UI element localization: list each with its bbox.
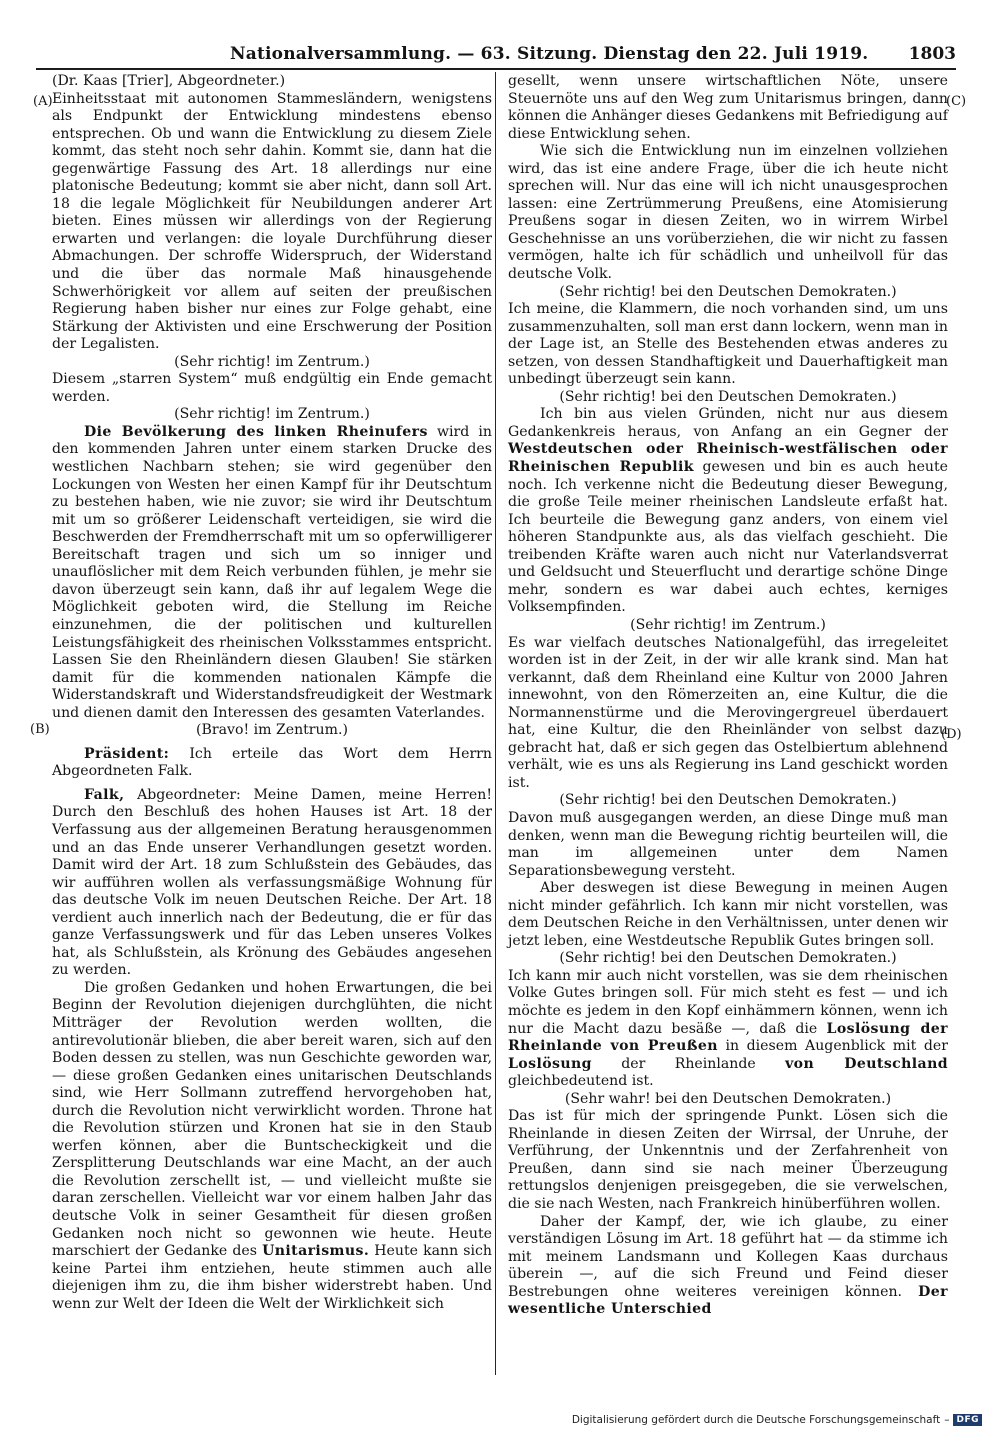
margin-mark-c: (C) xyxy=(946,94,967,109)
paragraph: Ich bin aus vielen Gründen, nicht nur aus diesem Gedankenkreis heraus, von Anfang an ein Gegner der Westdeutschen oder Rheinisch-westfälischen oder Rheinischen Republik gewesen und bin es auch heute noch. Ich verkenne nicht die Bedeutung dieser Bewegung, die große Teile meiner rheinischen Landsleute erfaßt hat. Ich beurteile die Bewegung ganz anders, von einem viel höheren Standpunkte aus, als das vielfach geschieht. Die treibenden Kräfte waren auch nicht nur Vaterlandsverrat und Geldsucht und Steuerflucht und derartige schöne Dinge mehr, sondern es war dabei auch echtes, kerniges Volksempfinden. xyxy=(508,406,948,616)
interjection: (Sehr richtig! bei den Deutschen Demokraten.) xyxy=(559,388,897,405)
digitization-credit: Digitalisierung gefördert durch die Deutsche Forschungsgemeinschaft – DFG xyxy=(572,1414,982,1426)
emphasis: Die Bevölkerung des linken Rheinufers xyxy=(84,423,428,440)
paragraph: Die großen Gedanken und hohen Erwartungen, die bei Beginn der Revolution diejenigen durchglühten, die nicht Mitträger der Revolution werden wollten, die antirevolutionär blieben, die aber bereit waren, sich auf den Boden dessen zu stellen, was nun Geschichte geworden war, — diese großen Gedanken eines unitarischen Deutschlands sind, wie Herr Sollmann zutreffend hervorgehoben hat, durch die Revolution nicht verwirklicht worden. Throne hat die Revolution stürzen und Kronen hat sie in den Staub werfen können, aber die Buntscheckigkeit und die Zersplitterung Deutschlands war eine Macht, an der auch die Revolution zerschellt ist, — und vielleicht mußte sie daran zerschellen. Vielleicht war vor einem halben Jahr das deutsche Volk in seiner Gesamtheit für diesen großen Gedanken noch nicht so gewonnen wie heute. Heute marschiert der Gedanke des Unitarismus. Heute kann sich keine Partei ihm entziehen, heute stimmen auch alle diejenigen ihm zu, die ihm bisher widerstrebt haben. Und wenn zur Welt der Ideen die Welt der Wirklichkeit sich xyxy=(52,979,492,1312)
paragraph: Das ist für mich der springende Punkt. Lösen sich die Rheinlande in diesen Zeiten der Wirrsal, der Unruhe, der Verführung, der Unkenntnis und der Zerfahrenheit von Preußen, dann sind sie nach meiner Überzeugung rettungslos denjenigen preisgegeben, die sie verwelschen, die sie nach Westen, nach Frankreich hinüberführen wollen. xyxy=(508,1108,948,1212)
interjection: (Sehr richtig! im Zentrum.) xyxy=(174,406,370,423)
interjection: (Sehr richtig! bei den Deutschen Demokraten.) xyxy=(559,950,897,967)
interjection: (Sehr wahr! bei den Deutschen Demokraten.) xyxy=(564,1090,892,1107)
paragraph: Davon muß ausgegangen werden, an diese Dinge muß man denken, wenn man die Bewegung richtig beurteilen will, die man im allgemeinen unter dem Namen Separationsbewegung versteht. xyxy=(508,809,948,879)
emphasis: von Deutschland xyxy=(785,1055,948,1072)
dfg-logo: DFG xyxy=(953,1414,982,1426)
page-header xyxy=(36,36,956,70)
header-rule xyxy=(36,68,956,70)
speaker-paragraph: Präsident: Ich erteile das Wort dem Herrn Abgeordneten Falk. xyxy=(52,745,492,780)
interjection: (Sehr richtig! bei den Deutschen Demokraten.) xyxy=(559,792,897,809)
paragraph: Die Bevölkerung des linken Rheinufers wird in den kommenden Jahren unter einem starken Drucke des westlichen Nachbarn stehen; sie wird gegenüber den Lockungen von Westen her einen Kampf für ihr Deutschtum zu bestehen haben, wie nie zuvor; sie wird ihr Deutschtum mit um so größerer Leidenschaft verteidigen, sie wird die Beschwerden der Fremdherrschaft mit um so opferwilligerer Bereitschaft tragen und sich um so inniger und unauflöslicher mit dem Reich verbunden fühlen, je mehr sie davon überzeugt sein kann, daß ihr auf legalem Wege die Möglichkeit geboten wird, die Stellung im Reiche einzunehmen, die der politischen und kulturellen Leistungsfähigkeit des rheinischen Volksstammes entspricht. Lassen Sie den Rheinländern diesen Glauben! Sie stärken damit für die kommenden nationalen Kämpfe die Widerstandskraft und Widerstandsfreudigkeit der Westmark und dienen damit den Interessen des gesamten Vaterlandes. xyxy=(52,423,493,721)
running-title: Nationalversammlung. — 63. Sitzung. Dienstag den 22. Juli 1919. xyxy=(230,44,869,64)
right-column xyxy=(508,73,948,1319)
paragraph: Daher der Kampf, der, wie ich glaube, zu einer verständigen Lösung im Art. 18 geführt hat — da stimme ich mit meinem Landsmann und Kollegen Kaas durchaus überein —, auf die sich Freund und Feind dieser Bestrebungen ohne weiteres vereinigen können. Der wesentliche Unterschied xyxy=(508,1213,948,1318)
interjection: (Sehr richtig! im Zentrum.) xyxy=(630,616,826,633)
column-divider xyxy=(495,72,496,1375)
paragraph: Ich meine, die Klammern, die noch vorhanden sind, um uns zusammenzuhalten, soll man erst dann lockern, wenn man in der Lage ist, an Stelle des Bestehenden etwas anderes zu setzen, von dessen Standhaftigkeit und Dauerhaftigkeit man unbedingt überzeugt sein kann. xyxy=(508,301,948,388)
interjection: (Sehr richtig! im Zentrum.) xyxy=(174,353,370,370)
page-number: 1803 xyxy=(908,44,956,64)
margin-mark-d: (D) xyxy=(941,727,962,742)
emphasis: Loslösung der Rheinlande von Preußen xyxy=(508,1020,948,1055)
speaker-name: Präsident: xyxy=(84,745,170,762)
emphasis: Unitarismus. xyxy=(262,1243,370,1260)
paragraph: Wie sich die Entwicklung nun im einzelnen vollziehen wird, das ist eine andere Frage, über die ich heute nicht sprechen will. Nur das eine will ich nicht unausgesprochen lassen: eine Zertrümmerung Preußens, eine Atomisierung Preußens sogar in diesen Zeiten, wo in wirrem Wirbel Geschehnisse an uns vorüberziehen, die wir nicht zu fassen vermögen, halte ich für schädlich und unheilvoll für das deutsche Volk. xyxy=(508,143,948,283)
margin-mark-a: (A) xyxy=(33,94,53,109)
emphasis: Westdeutschen oder Rheinisch-westfälischen oder Rheinischen Republik xyxy=(508,441,948,476)
speaker-continuation: (Dr. Kaas [Trier], Abgeordneter.) xyxy=(52,73,286,89)
paragraph: Ich kann mir auch nicht vorstellen, was sie dem rheinischen Volke Gutes bringen soll. Für mich steht es fest — und ich möchte es jedem in den Kopf einhämmern können, wenn ich nur die Macht dazu besäße —, daß die Loslösung der Rheinlande von Preußen in diesem Augenblick mit der Loslösung der Rheinlande von Deutschland gleichbedeutend ist. xyxy=(508,967,949,1090)
speaker-paragraph: Falk, Abgeordneter: Meine Damen, meine Herren! Durch den Beschluß des hohen Hauses ist Art. 18 der Verfassung aus der allgemeinen Beratung herausgenommen und an das Ende unserer Verhandlungen gesetzt worden. Damit wird der Art. 18 zum Schlußstein des Gebäudes, das wir aufführen wollen als verfassungsmäßige Wohnung für das deutsche Volk im neuen Deutschen Reiche. Der Art. 18 verdient auch innerlich nach der Bedeutung, die er für das ganze Verfassungswerk und für das Leben unseres Volkes hat, als Schlußstein, als Krönung des Gebäudes angesehen zu werden. xyxy=(52,786,492,979)
interjection: (Bravo! im Zentrum.) xyxy=(196,722,348,739)
paragraph: Diesem „starren System“ muß endgültig ein Ende gemacht werden. xyxy=(52,371,492,405)
interjection: (Sehr richtig! bei den Deutschen Demokraten.) xyxy=(559,283,897,300)
emphasis: Loslösung xyxy=(508,1055,592,1072)
left-column xyxy=(52,73,492,1313)
paragraph: gesellt, wenn unsere wirtschaftlichen Nöte, unsere Steuernöte uns auf den Weg zum Unitarismus bringen, dann können die Anhänger dieses Gedankens mit Befriedigung auf diese Entwicklung sehen. xyxy=(508,73,948,142)
speaker-name: Falk, xyxy=(84,786,125,803)
credit-text: Digitalisierung gefördert durch die Deutsche Forschungsgemeinschaft xyxy=(571,1414,941,1426)
emphasis: Der wesentliche Unterschied xyxy=(508,1283,948,1318)
margin-mark-b: (B) xyxy=(30,722,50,737)
paragraph: Es war vielfach deutsches Nationalgefühl, das irregeleitet worden ist in der Zeit, in der wir alle krank sind. Man hat verkannt, daß dem Rheinland eine Kultur von 2000 Jahren innewohnt, von den Römerzeiten an, eine Kultur, die die Normannenstürme und die Merovingergreuel überdauert hat, eine Kultur, die den Rheinländer von selbst dazu gebracht hat, daß er sich gegen das Ostelbiertum ablehnend verhält, wie es uns als Regierung ins Land geschickt worden ist. xyxy=(508,634,948,791)
paragraph: Aber deswegen ist diese Bewegung in meinen Augen nicht minder gefährlich. Ich kann mir nicht vorstellen, was dem Deutschen Reiche in den Verhältnissen, unter denen wir jetzt leben, eine Westdeutsche Republik Gutes bringen soll. xyxy=(508,880,948,949)
paragraph: Einheitsstaat mit autonomen Stammesländern, wenigstens als Endpunkt der Entwicklung mindestens ebenso entsprechen. Ob und wann die Entwicklung zu diesem Ziele kommt, das steht noch sehr dahin. Kommt sie, dann hat die gegenwärtige Fassung des Art. 18 allerdings nur eine platonische Bedeutung; kommt sie aber nicht, dann soll Art. 18 die legale Möglichkeit für Neubildungen anderer Art bieten. Eines müssen wir allerdings von der Regierung erwarten und verlangen: die loyale Durchführung dieser Abmachungen. Der schroffe Widerspruch, der Widerstand und die über das normale Maß hinausgehende Schwerhörigkeit vor allem auf seiten der preußischen Regierung haben bisher nur eines zur Folge gehabt, eine Stärkung der Aktivisten und eine Erschwerung der Position der Legalisten. xyxy=(52,90,492,353)
